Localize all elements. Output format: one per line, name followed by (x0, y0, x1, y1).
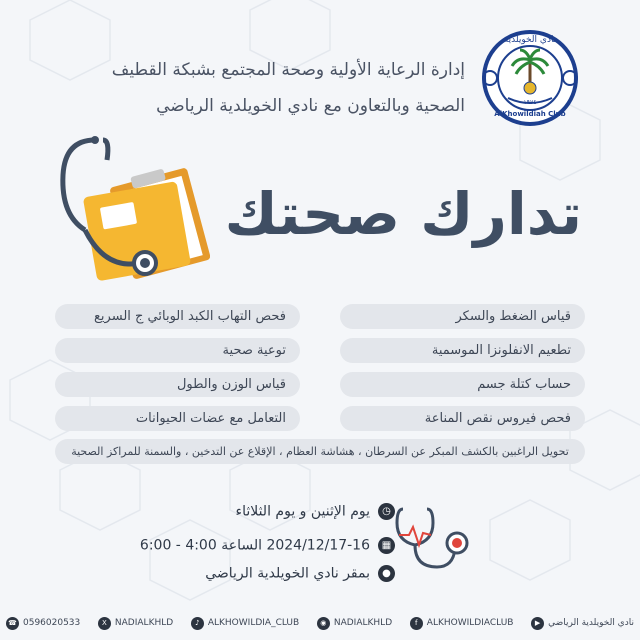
social-youtube[interactable]: ▶ نادي الخويلدية الرياضي (531, 617, 634, 630)
logo-arabic: نادي الخويلدية (503, 35, 557, 45)
info-location (115, 565, 395, 582)
info-date-time (115, 537, 395, 554)
social-footer (0, 606, 640, 640)
stethoscope-heart-icon (395, 505, 475, 577)
service-item: قياس الوزن والطول (55, 372, 300, 397)
club-logo (480, 28, 580, 128)
logo-english: AlKhowildiah Club (494, 110, 566, 118)
service-item: حساب كتلة جسم (340, 372, 585, 397)
service-item: قياس الضغط والسكر (340, 304, 585, 329)
calendar-icon: ▦ (378, 537, 395, 554)
header-text (65, 52, 465, 124)
service-item: التعامل مع عضات الحيوانات (55, 406, 300, 431)
service-item: فحص فيروس نقص المناعة (340, 406, 585, 431)
referral-note: تحويل الراغبين بالكشف المبكر عن السرطان ، هشاشة العظام ، الإقلاع عن التدخين ، والسمنة للمراكز الصحية (55, 439, 585, 464)
info-days (115, 503, 395, 520)
youtube-icon: ▶ (531, 617, 544, 630)
x-icon: X (98, 617, 111, 630)
whatsapp-icon: ☎ (6, 617, 19, 630)
date-time-text: 2024/12/17-16 الساعة 4:00 - 6:00 (139, 537, 370, 554)
page-title: تدارك صحتك (224, 180, 582, 248)
days-text: يوم الإثنين و يوم الثلاثاء (235, 503, 370, 520)
clock-icon: ◷ (378, 503, 395, 520)
facebook-icon: f (410, 617, 423, 630)
service-item: فحص التهاب الكبد الوبائي ج السريع (55, 304, 300, 329)
header-line-1: إدارة الرعاية الأولية وصحة المجتمع بشبكة القطيف (111, 60, 465, 80)
social-tiktok[interactable]: ♪ ALKHOWILDIA_CLUB (191, 617, 299, 630)
header-line-2: الصحية وبالتعاون مع نادي الخويلدية الرياضي (156, 96, 465, 116)
social-facebook[interactable]: f ALKHOWILDIACLUB (410, 617, 514, 630)
medical-illustration (35, 135, 210, 290)
social-x[interactable]: X NADIALKHLD (98, 617, 173, 630)
service-item: توعية صحية (55, 338, 300, 363)
logo-year: ١٩٧٤ (523, 99, 537, 106)
location-pin-icon: ● (378, 565, 395, 582)
service-item: تطعيم الانفلونزا الموسمية (340, 338, 585, 363)
snapchat-icon: ◉ (317, 617, 330, 630)
tiktok-icon: ♪ (191, 617, 204, 630)
location-text: بمقر نادي الخويلدية الرياضي (205, 565, 370, 582)
social-whatsapp[interactable]: ☎ 0596020533 (6, 617, 80, 630)
social-snapchat[interactable]: ◉ NADIALKHLD (317, 617, 392, 630)
